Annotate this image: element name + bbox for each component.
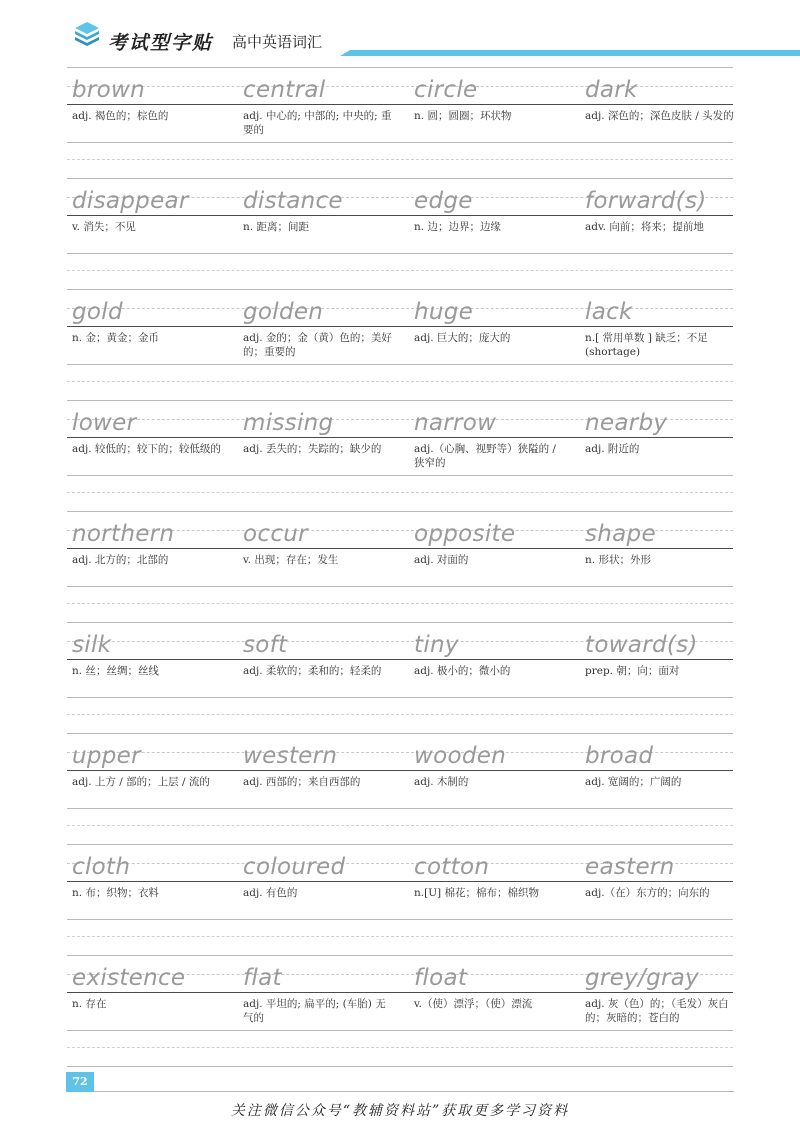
- vocab-definition: adv. 向前；将来；提前地: [585, 221, 704, 233]
- vocab-word: western: [243, 743, 338, 769]
- vocab-definition: adj. 西部的；来自西部的: [243, 776, 361, 788]
- vocab-cell: [409, 844, 572, 955]
- vocab-cell: [409, 955, 572, 1066]
- vocab-definition: adj. 灰（色）的；（毛发）灰白的；灰暗的；苍白的: [585, 998, 729, 1024]
- vocab-definition: adj. 中心的; 中部的; 中央的; 重要的: [243, 110, 392, 136]
- vocab-row: [67, 511, 733, 622]
- vocabulary-grid: [67, 67, 733, 1066]
- vocab-cell: [580, 67, 743, 178]
- vocab-word: lack: [585, 299, 633, 325]
- vocab-word: disappear: [72, 188, 189, 214]
- vocab-cell: [409, 733, 572, 844]
- vocab-cell: [409, 67, 572, 178]
- vocab-word: shape: [585, 521, 656, 547]
- vocab-cell: [409, 289, 572, 400]
- vocab-cell: [409, 511, 572, 622]
- vocab-definition: n. 形状；外形: [585, 554, 651, 566]
- vocab-definition: n.[U] 棉花；棉布；棉织物: [414, 887, 539, 899]
- vocab-row: [67, 955, 733, 1066]
- vocab-word: opposite: [414, 521, 516, 547]
- footer-note: 关注微信公众号“教辅资料站”获取更多学习资料: [230, 1103, 570, 1119]
- vocab-row: [67, 844, 733, 955]
- vocab-definition: n. 丝；丝绸；丝线: [72, 665, 159, 677]
- vocab-row: [67, 289, 733, 400]
- vocab-definition: n. 圆；圆圈；环状物: [414, 110, 512, 122]
- vocab-cell: [580, 733, 743, 844]
- vocab-definition: adj.（心胸、视野等）狭隘的 / 狭窄的: [414, 443, 556, 469]
- vocab-cell: [580, 622, 743, 733]
- vocab-word: existence: [72, 965, 186, 991]
- vocab-word: circle: [414, 77, 478, 103]
- vocab-word: cotton: [414, 854, 490, 880]
- vocab-row: [67, 178, 733, 289]
- vocab-definition: adj. 较低的；较下的；较低级的: [72, 443, 221, 455]
- vocab-word: coloured: [243, 854, 346, 880]
- vocab-cell: [67, 67, 230, 178]
- vocab-definition: adj. 金的；金（黄）色的；美好的；重要的: [243, 332, 392, 358]
- vocab-definition: adj. 丢失的；失踪的；缺少的: [243, 443, 382, 455]
- vocab-definition: adj. 柔软的；柔和的；轻柔的: [243, 665, 382, 677]
- book-stack-logo-icon: [73, 20, 101, 50]
- vocab-word: flat: [243, 965, 282, 991]
- ruling-line: [67, 1066, 733, 1067]
- vocab-cell: [67, 844, 230, 955]
- vocab-cell: [67, 733, 230, 844]
- vocab-cell: [580, 511, 743, 622]
- vocab-cell: [67, 511, 230, 622]
- vocab-word: gold: [72, 299, 123, 325]
- vocab-word: distance: [243, 188, 343, 214]
- vocab-cell: [580, 400, 743, 511]
- vocab-cell: [238, 400, 401, 511]
- vocab-word: narrow: [414, 410, 497, 436]
- subject-title: 高中英语词汇: [232, 33, 323, 51]
- vocab-word: lower: [72, 410, 137, 436]
- vocab-definition: v. 出现；存在；发生: [243, 554, 339, 566]
- vocab-cell: [67, 178, 230, 289]
- vocab-cell: [67, 622, 230, 733]
- vocab-cell: [409, 400, 572, 511]
- vocab-definition: adj.（在）东方的；向东的: [585, 887, 710, 899]
- vocab-definition: prep. 朝；向；面对: [585, 665, 680, 677]
- vocab-word: golden: [243, 299, 324, 325]
- vocab-row: [67, 622, 733, 733]
- vocab-definition: adj. 木制的: [414, 776, 469, 788]
- vocab-word: broad: [585, 743, 654, 769]
- vocab-word: missing: [243, 410, 334, 436]
- vocab-definition: n. 布；织物；衣料: [72, 887, 159, 899]
- vocab-row: [67, 67, 733, 178]
- vocab-definition: v. 消失；不见: [72, 221, 136, 233]
- vocab-definition: adj. 深色的；深色皮肤 / 头发的: [585, 110, 734, 122]
- page-header: [0, 0, 800, 70]
- header-accent-bar: [340, 50, 800, 56]
- vocab-definition: adj. 对面的: [414, 554, 469, 566]
- vocab-word: wooden: [414, 743, 507, 769]
- vocab-row: [67, 733, 733, 844]
- vocab-row: [67, 400, 733, 511]
- vocab-definition: adj. 极小的；微小的: [414, 665, 511, 677]
- vocab-word: toward(s): [585, 632, 698, 658]
- vocab-cell: [238, 178, 401, 289]
- vocab-cell: [67, 400, 230, 511]
- vocab-cell: [580, 955, 743, 1066]
- footer-divider: [94, 1091, 734, 1092]
- vocab-cell: [238, 733, 401, 844]
- vocab-cell: [238, 844, 401, 955]
- vocab-word: grey/gray: [585, 965, 700, 991]
- vocab-definition: adj. 平坦的; 扁平的; (车胎) 无气的: [243, 998, 386, 1024]
- vocab-definition: n. 存在: [72, 998, 107, 1010]
- brand-title: 考试型字贴: [108, 32, 214, 54]
- vocab-definition: adj. 上方 / 部的；上层 / 流的: [72, 776, 210, 788]
- vocab-definition: n. 金；黄金；金币: [72, 332, 159, 344]
- vocab-word: central: [243, 77, 326, 103]
- vocab-definition: adj. 巨大的；庞大的: [414, 332, 511, 344]
- page-number: 72: [66, 1072, 94, 1092]
- vocab-cell: [238, 511, 401, 622]
- vocab-word: occur: [243, 521, 308, 547]
- vocab-definition: adj. 宽阔的；广阔的: [585, 776, 682, 788]
- vocab-cell: [238, 622, 401, 733]
- vocab-definition: n.[ 常用单数 ] 缺乏；不足 (shortage): [585, 332, 708, 358]
- vocab-cell: [409, 622, 572, 733]
- vocab-definition: adj. 褐色的；棕色的: [72, 110, 169, 122]
- vocab-cell: [409, 178, 572, 289]
- vocab-cell: [238, 67, 401, 178]
- vocab-cell: [580, 289, 743, 400]
- vocab-word: forward(s): [585, 188, 707, 214]
- vocab-word: cloth: [72, 854, 131, 880]
- vocab-definition: n. 边；边界；边缘: [414, 221, 501, 233]
- vocab-cell: [238, 955, 401, 1066]
- vocab-word: silk: [72, 632, 112, 658]
- vocab-word: float: [414, 965, 468, 991]
- vocab-cell: [580, 844, 743, 955]
- vocab-word: tiny: [414, 632, 459, 658]
- vocab-word: edge: [414, 188, 473, 214]
- vocab-word: nearby: [585, 410, 668, 436]
- vocab-definition: adj. 有色的: [243, 887, 298, 899]
- vocab-word: soft: [243, 632, 288, 658]
- vocab-definition: v.（使）漂浮；（使）漂流: [414, 998, 533, 1010]
- vocab-word: northern: [72, 521, 175, 547]
- vocab-word: eastern: [585, 854, 675, 880]
- vocab-word: dark: [585, 77, 638, 103]
- vocab-word: huge: [414, 299, 474, 325]
- vocab-word: upper: [72, 743, 141, 769]
- vocab-cell: [580, 178, 743, 289]
- vocab-cell: [67, 955, 230, 1066]
- vocab-cell: [67, 289, 230, 400]
- vocab-definition: adj. 北方的；北部的: [72, 554, 169, 566]
- vocab-definition: n. 距离；间距: [243, 221, 309, 233]
- vocab-definition: adj. 附近的: [585, 443, 640, 455]
- vocab-word: brown: [72, 77, 146, 103]
- vocab-cell: [238, 289, 401, 400]
